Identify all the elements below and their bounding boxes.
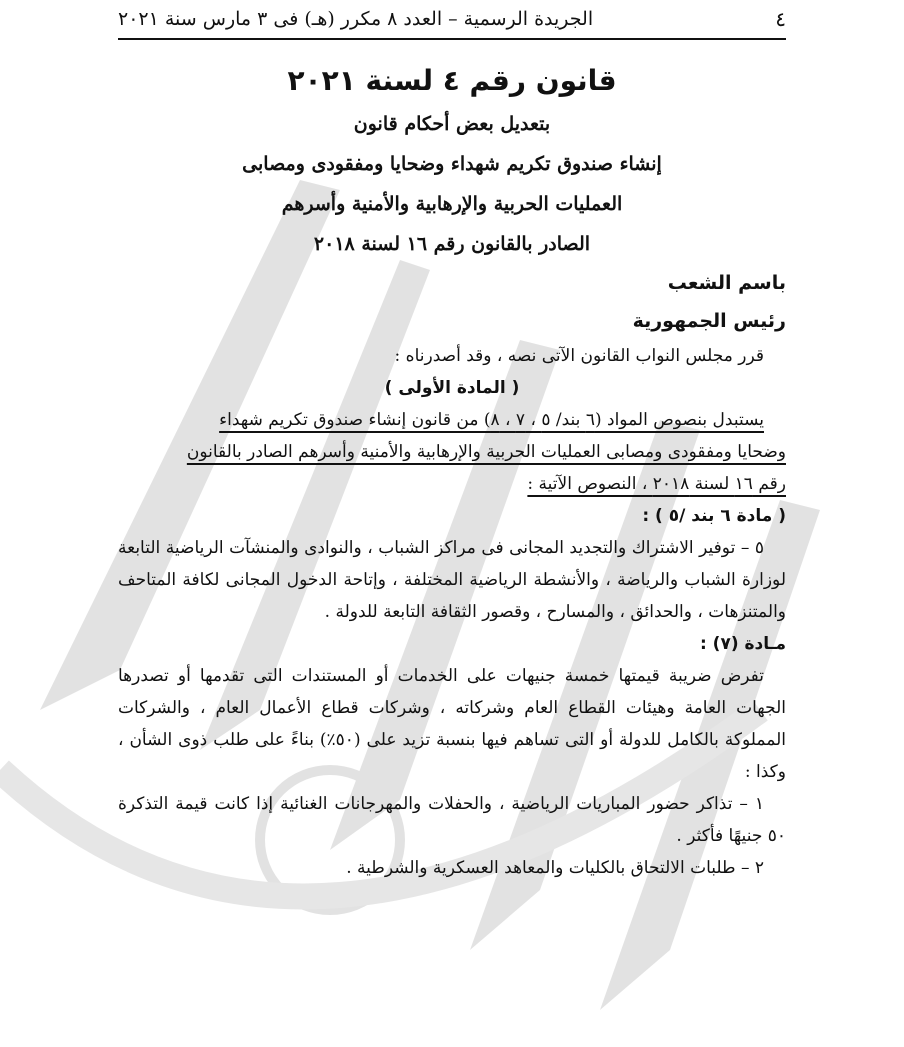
law-subtitle-line: العمليات الحربية والإرهابية والأمنية وأسرهم — [281, 193, 623, 215]
article-7-item: ١ – تذاكر حضور المباريات الرياضية ، والحفلات والمهرجانات الغنائية إذا كانت قيمة التذكرة ٥٠ جنيهًا فأكثر . — [118, 794, 786, 846]
article-1-line: رقم ١٦ لسنة ٢٠١٨ ، النصوص الآتية : — [527, 474, 786, 494]
decree-sentence: قرر مجلس النواب القانون الآتى نصه ، وقد أصدرناه : — [394, 346, 764, 366]
article-6-text: ٥ – توفير الاشتراك والتجديد المجانى فى مراكز الشباب ، والنوادى والمنشآت الرياضية التابعة لوزارة الشباب والرياضة ، والأنشطة الرياضية المختلفة ، وإتاحة الدخول المجانى لكافة المتاحف والمتنزهات ، والحدائق ، والمسارح ، وقصور الثقافة التابعة للدولة . — [118, 538, 786, 622]
article-7-label: مـادة (٧) : — [699, 634, 786, 654]
law-subtitle-line: إنشاء صندوق تكريم شهداء وضحايا ومفقودى ومصابى — [242, 153, 662, 175]
president-heading: رئيس الجمهورية — [632, 310, 786, 332]
article-7-text: تفرض ضريبة قيمتها خمسة جنيهات على الخدمات أو المستندات التى تقدمها أو تصدرها الجهات العامة وهيئات القطاع العام وشركاته ، وشركات قطاع الأعمال العام ، والشركات المملوكة بالكامل للدولة أو التى تساهم فيها بنسبة تزيد على (٥٠٪) بناءً على طلب ذوى الشأن ، وكذا : — [118, 666, 786, 782]
law-subtitle-line: بتعديل بعض أحكام قانون — [353, 113, 551, 135]
article-6-label: ( مادة ٦ بند /٥ ) : — [642, 506, 786, 526]
page-header — [118, 0, 786, 40]
law-subtitle-line: الصادر بالقانون رقم ١٦ لسنة ٢٠١٨ — [313, 233, 591, 255]
article-1-label: ( المادة الأولى ) — [384, 378, 520, 398]
article-1-line: وضحايا ومفقودى ومصابى العمليات الحربية والإرهابية والأمنية وأسرهم الصادر بالقانون — [186, 442, 786, 462]
page-number: ٤ — [775, 7, 786, 31]
document-body — [118, 58, 786, 884]
article-7-item: ٢ – طلبات الالتحاق بالكليات والمعاهد العسكرية والشرطية . — [346, 858, 764, 878]
article-1-line: يستبدل بنصوص المواد (٦ بند/ ٥ ، ٧ ، ٨) من قانون إنشاء صندوق تكريم شهداء — [219, 410, 764, 430]
in-the-name-of-people: باسم الشعب — [667, 272, 786, 294]
running-title: الجريدة الرسمية – العدد ٨ مكرر (هـ) فى ٣ مارس سنة ٢٠٢١ — [118, 8, 594, 30]
law-title: قانون رقم ٤ لسنة ٢٠٢١ — [287, 64, 617, 97]
law-heading — [118, 58, 786, 264]
